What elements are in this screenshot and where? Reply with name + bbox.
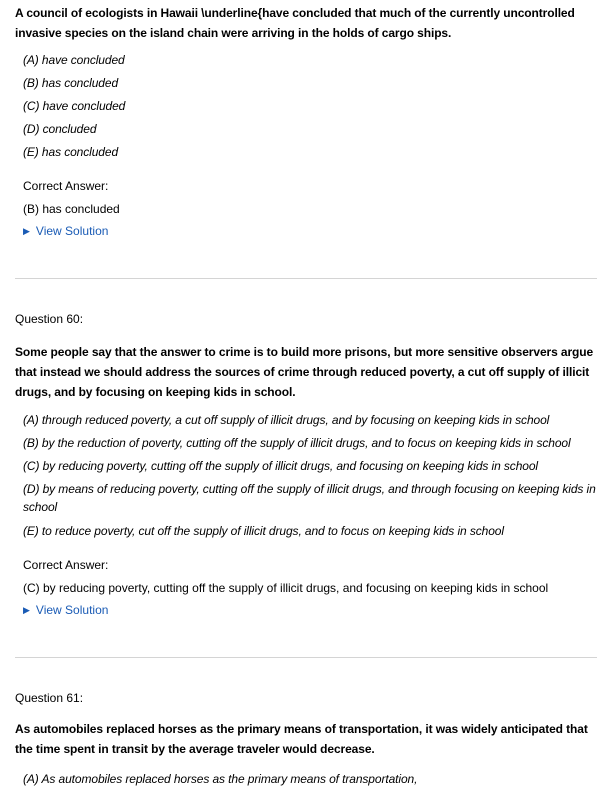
q59-option-c: (C) have concluded [23,99,126,113]
q61-stem: As automobiles replaced horses as the primary means of transportation, it was widely anticipated that the time spent in transit by the average traveler would decrease. [15,722,588,756]
q60-stem: Some people say that the answer to crime is to build more prisons, but more sensitive observers argue that instead we should address the sources of crime through reduced poverty, a cut off supply of illicit drugs, and by focusing on keeping kids in school. [15,345,594,399]
triangle-right-icon: ▶ [23,605,30,615]
q61-option-a: (A) As automobiles replaced horses as the primary means of transportation, [23,772,418,786]
q60-correct-answer-label: Correct Answer: [23,558,109,572]
q59-option-e: (E) has concluded [23,145,119,159]
q60-view-solution-link[interactable] [23,602,108,619]
q59-option-d: (D) concluded [23,122,97,136]
q60-label: Question 60: [15,312,84,326]
q59-option-b: (B) has concluded [23,76,119,90]
section-divider [15,657,597,658]
q60-option-d: (D) by means of reducing poverty, cutting off the supply of illicit drugs, and through focusing on keeping kids in school [23,482,596,514]
q59-stem: A council of ecologists in Hawaii \underline{have concluded that much of the currently uncontrolled invasive species on the island chain were arriving in the holds of cargo ships. [15,6,575,40]
q59-view-solution-label: View Solution [35,224,109,238]
section-divider [15,278,597,279]
q61-label: Question 61: [15,691,84,705]
q60-correct-answer-value: (C) by reducing poverty, cutting off the supply of illicit drugs, and focusing on keeping kids in school [23,581,549,595]
q59-view-solution-link[interactable] [23,223,108,240]
q60-option-e: (E) to reduce poverty, cut off the supply of illicit drugs, and to focus on keeping kids in school [23,524,504,538]
q60-option-a: (A) through reduced poverty, a cut off supply of illicit drugs, and by focusing on keeping kids in school [23,413,550,427]
q60-option-b: (B) by the reduction of poverty, cutting off the supply of illicit drugs, and to focus on keeping kids in school [23,436,571,450]
q59-correct-answer-value: (B) has concluded [23,202,120,216]
q60-option-c: (C) by reducing poverty, cutting off the supply of illicit drugs, and focusing on keeping kids in school [23,459,538,473]
triangle-right-icon: ▶ [23,226,30,236]
q60-view-solution-label: View Solution [35,603,109,617]
q59-option-a: (A) have concluded [23,53,125,67]
q59-correct-answer-label: Correct Answer: [23,179,109,193]
